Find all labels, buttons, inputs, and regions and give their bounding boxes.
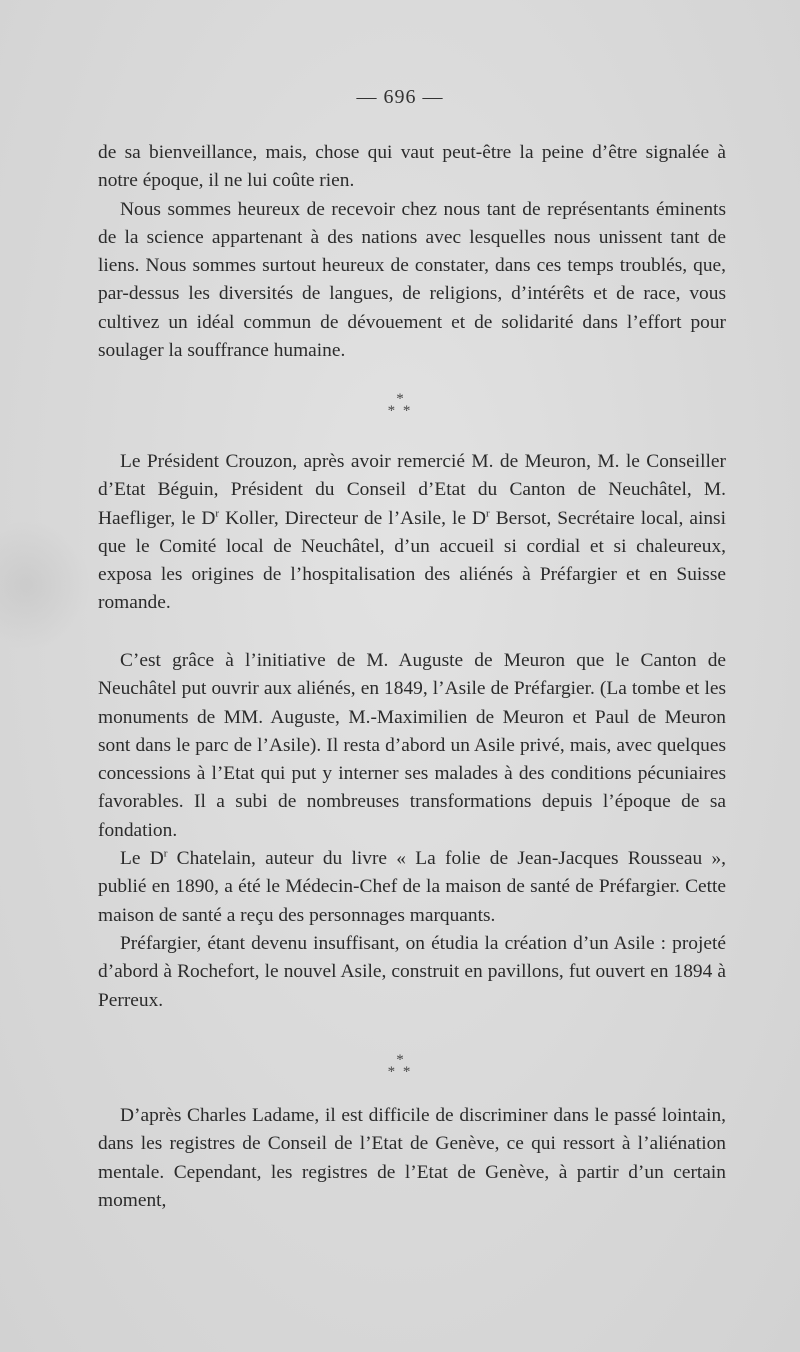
text-block-crouzon — [98, 448, 726, 618]
margin-smudge — [0, 520, 90, 650]
text-block-prefargier — [98, 647, 726, 1015]
paragraph-chatelain-part1: Le D — [120, 848, 164, 870]
paragraph-welcome: Nous sommes heureux de recevoir chez nous tant de représentants éminents de la science appartenant à des nations avec lesquelles nous unissent tant de liens. Nous sommes surtout heureux de constater, dans ces temps troublés, que, par-dessus les diversités de langues, de religions, d’intérêts et de race, vous cultivez un idéal commun de dévouement et de solidarité dans l’effort pour soulager la souffrance humaine. — [98, 198, 726, 362]
paragraph-crouzon-part3: Bersot, Secrétaire local, ainsi que le Comité local de Neuchâtel, d’un accueil si cordial et si chaleureux, exposa les origines de l’hospitalisation des aliénés à Préfargier et en Suisse romande. — [98, 507, 726, 614]
superscript-dr: r — [486, 507, 490, 520]
superscript-dr: r — [163, 847, 168, 860]
page-number: — 696 — — [356, 86, 444, 108]
paragraph-chatelain — [98, 845, 726, 930]
paragraph-meuron: C’est grâce à l’initiative de M. Auguste de Meuron que le Canton de Neuchâtel put ouvrir aux aliénés, en 1849, l’Asile de Préfargier. (La tombe et les monuments de MM. Auguste, M.-Maximilien de Meuron et Paul de Meuron sont dans le parc de l’Asile). Il resta d’abord un Asile privé, mais, avec quelques concessions à l’Etat qui put y interner ses malades à des conditions pécuniaires favorables. Il a subi de nombreuses transformations depuis l’époque de sa fondation. — [98, 650, 726, 841]
paragraph-crouzon — [98, 448, 726, 618]
superscript-dr: r — [215, 507, 220, 520]
asterism-bottom: * * — [387, 1064, 413, 1080]
paragraph-continuation: de sa bienveillance, mais, chose qui vaut peut-être la peine d’être signalée à notre époque, il ne lui coûte rien. — [98, 142, 726, 192]
paragraph-chatelain-part2: Chatelain, auteur du livre « La folie de Jean-Jacques Rousseau », publié en 1890, a été le Médecin-Chef de la maison de santé de Préfargier. Cette maison de santé a reçu des personnages marquants. — [98, 848, 726, 926]
text-block-ladame — [98, 1102, 726, 1215]
asterism-separator — [0, 1054, 800, 1078]
asterism-top: * — [396, 1052, 404, 1068]
paragraph-crouzon-part2: Koller, Directeur de l’Asile, le D — [219, 507, 487, 529]
text-block-opening — [98, 139, 726, 365]
paragraph-crouzon-part1: Le Président Crouzon, après avoir remercié M. de Meuron, M. le Conseiller d’Etat Béguin, Président du Conseil d’Etat du Canton de Neuchâtel, M. Haefliger, le D — [98, 451, 726, 529]
paragraph-ladame: D’après Charles Ladame, il est difficile de discriminer dans le passé lointain, dans les registres de Conseil de l’Etat de Genève, ce qui ressort à l’aliénation mentale. Cependant, les registres de l’Etat de Genève, à partir d’un certain moment, — [98, 1105, 726, 1211]
paragraph-perreux: Préfargier, étant devenu insuffisant, on étudia la création d’un Asile : projeté d’abord à Rochefort, le nouvel Asile, construit en pavillons, fut ouvert en 1894 à Perreux. — [98, 932, 726, 1011]
asterism-bottom: * * — [387, 403, 413, 419]
asterism-top: * — [396, 391, 404, 407]
asterism-separator — [0, 393, 800, 417]
